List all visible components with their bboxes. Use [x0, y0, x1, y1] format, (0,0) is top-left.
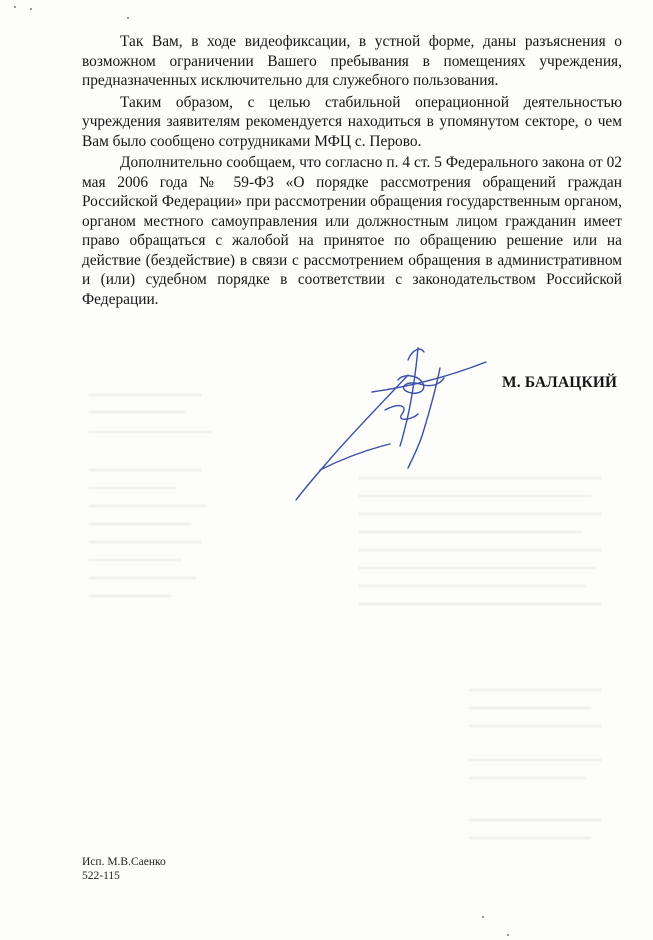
- scan-speck: [30, 8, 32, 10]
- executor-name: Исп. М.В.Саенко: [82, 856, 166, 868]
- paragraph-video-recording: Так Вам, в ходе видеофиксации, в устной форме, даны разъяснения о возможном ограничении Вашего пребывания в помещениях учреждения, предназначенных исключительно для служебного пользования.: [82, 33, 622, 89]
- executor-block: [82, 855, 166, 883]
- handwritten-signature: [290, 340, 500, 510]
- scan-speck: [507, 934, 509, 936]
- scan-speck: [14, 6, 16, 8]
- scan-speck: [127, 17, 129, 19]
- paragraph-recommendation: Таким образом, с целью стабильной операционной деятельностью учреждения заявителям рекомендуется находиться в упомянутом секторе, о чем Вам было сообщено сотрудниками МФЦ с. Перово.: [82, 93, 622, 150]
- letter-body: [82, 32, 622, 309]
- executor-phone: 522-115: [82, 870, 120, 882]
- paragraph-legal-reference: Дополнительно сообщаем, что согласно п. 4 ст. 5 Федерального закона от 02 мая 2006 года № 59-ФЗ «О порядке рассмотрения обращений граждан Российской Федерации» при рассмотрении обращения государственным органом, органом местного самоуправления или должностным лицом гражданин имеет право обращаться с жалобой на принятое по обращению решение или на действие (бездействие) в связи с рассмотрением обращения в административном и (или) судебном порядке в соответствии с законодательством Российской Федерации.: [82, 154, 622, 308]
- signatory-name: М. БАЛАЦКИЙ: [502, 374, 618, 391]
- scan-speck: [482, 916, 484, 918]
